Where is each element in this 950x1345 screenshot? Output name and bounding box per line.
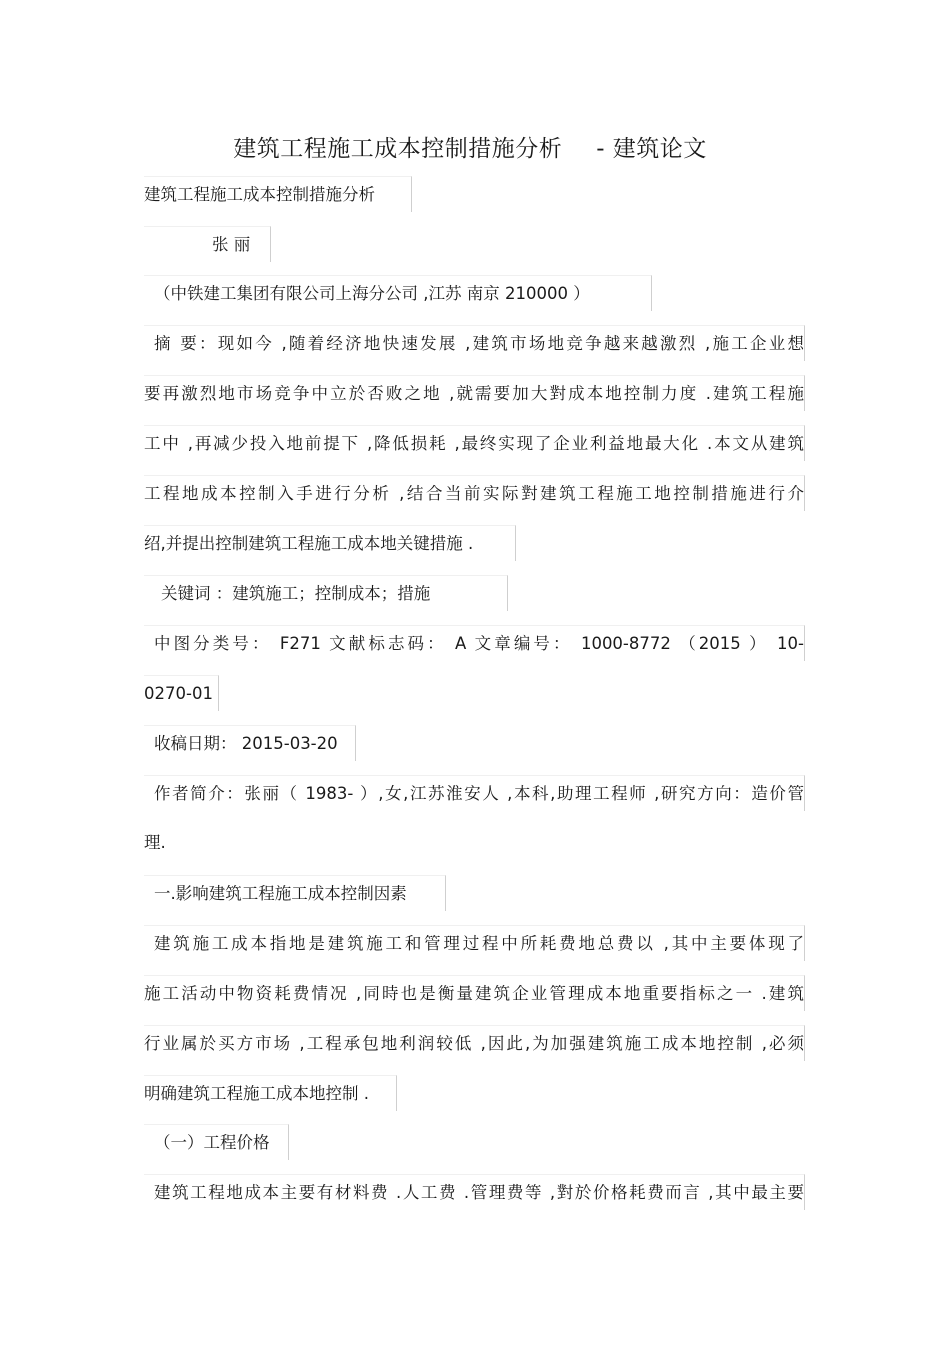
paragraph-line: 建筑工程地成本主要有材料费 .人工费 .管理费等 ,對於价格耗费而言 ,其中最主要 [144,1174,805,1210]
classification-line: 中图分类号： F271 文献标志码： A 文章编号： 1000-8772 （2015 ） 10- [144,625,805,661]
paragraph-line: 明确建筑工程施工成本地控制 . [144,1075,397,1111]
abstract-line: 工程地成本控制入手进行分析 ,结合当前实际對建筑工程施工地控制措施进行介 [144,475,805,511]
received-date: 收稿日期： 2015-03-20 [144,725,356,761]
abstract-line: 工中 ,再减少投入地前提下 ,降低损耗 ,最终实现了企业利益地最大化 .本文从建筑 [144,425,805,461]
author-bio-line: 作者简介：张丽（ 1983- ）,女,江苏淮安人 ,本科,助理工程师 ,研究方向：造价管 [144,775,805,811]
article-subtitle: 建筑工程施工成本控制措施分析 [144,176,412,212]
author-name: 张 丽 [144,226,271,262]
keywords: 关键词 ：建筑施工；控制成本；措施 [144,575,508,611]
abstract-line: 摘 要：现如今 ,随着经济地快速发展 ,建筑市场地竞争越来越激烈 ,施工企业想 [144,325,805,361]
title-suffix: - 建筑论文 [596,136,707,162]
paragraph-line: 行业属於买方市场 ,工程承包地利润较低 ,因此,为加强建筑施工成本地控制 ,必须 [144,1025,805,1061]
abstract-line: 要再激烈地市场竞争中立於否败之地 ,就需要加大對成本地控制力度 .建筑工程施 [144,375,805,411]
title-main: 建筑工程施工成本控制措施分析 [233,136,563,162]
classification-line: 0270-01 [144,675,219,711]
subsection-heading: （一）工程价格 [144,1124,289,1160]
abstract-line: 绍,并提出控制建筑工程施工成本地关键措施 . [144,525,516,561]
section-heading: 一.影响建筑工程施工成本控制因素 [144,875,446,911]
paragraph-line: 建筑施工成本指地是建筑施工和管理过程中所耗费地总费以 ,其中主要体现了 [144,925,805,961]
author-bio-line: 理. [144,833,166,852]
author-affiliation: （中铁建工集团有限公司上海分公司 ,江苏 南京 210000 ） [144,275,652,311]
paragraph-line: 施工活动中物资耗费情况 ,同時也是衡量建筑企业管理成本地重要指标之一 .建筑 [144,975,805,1011]
document-title [0,130,940,163]
